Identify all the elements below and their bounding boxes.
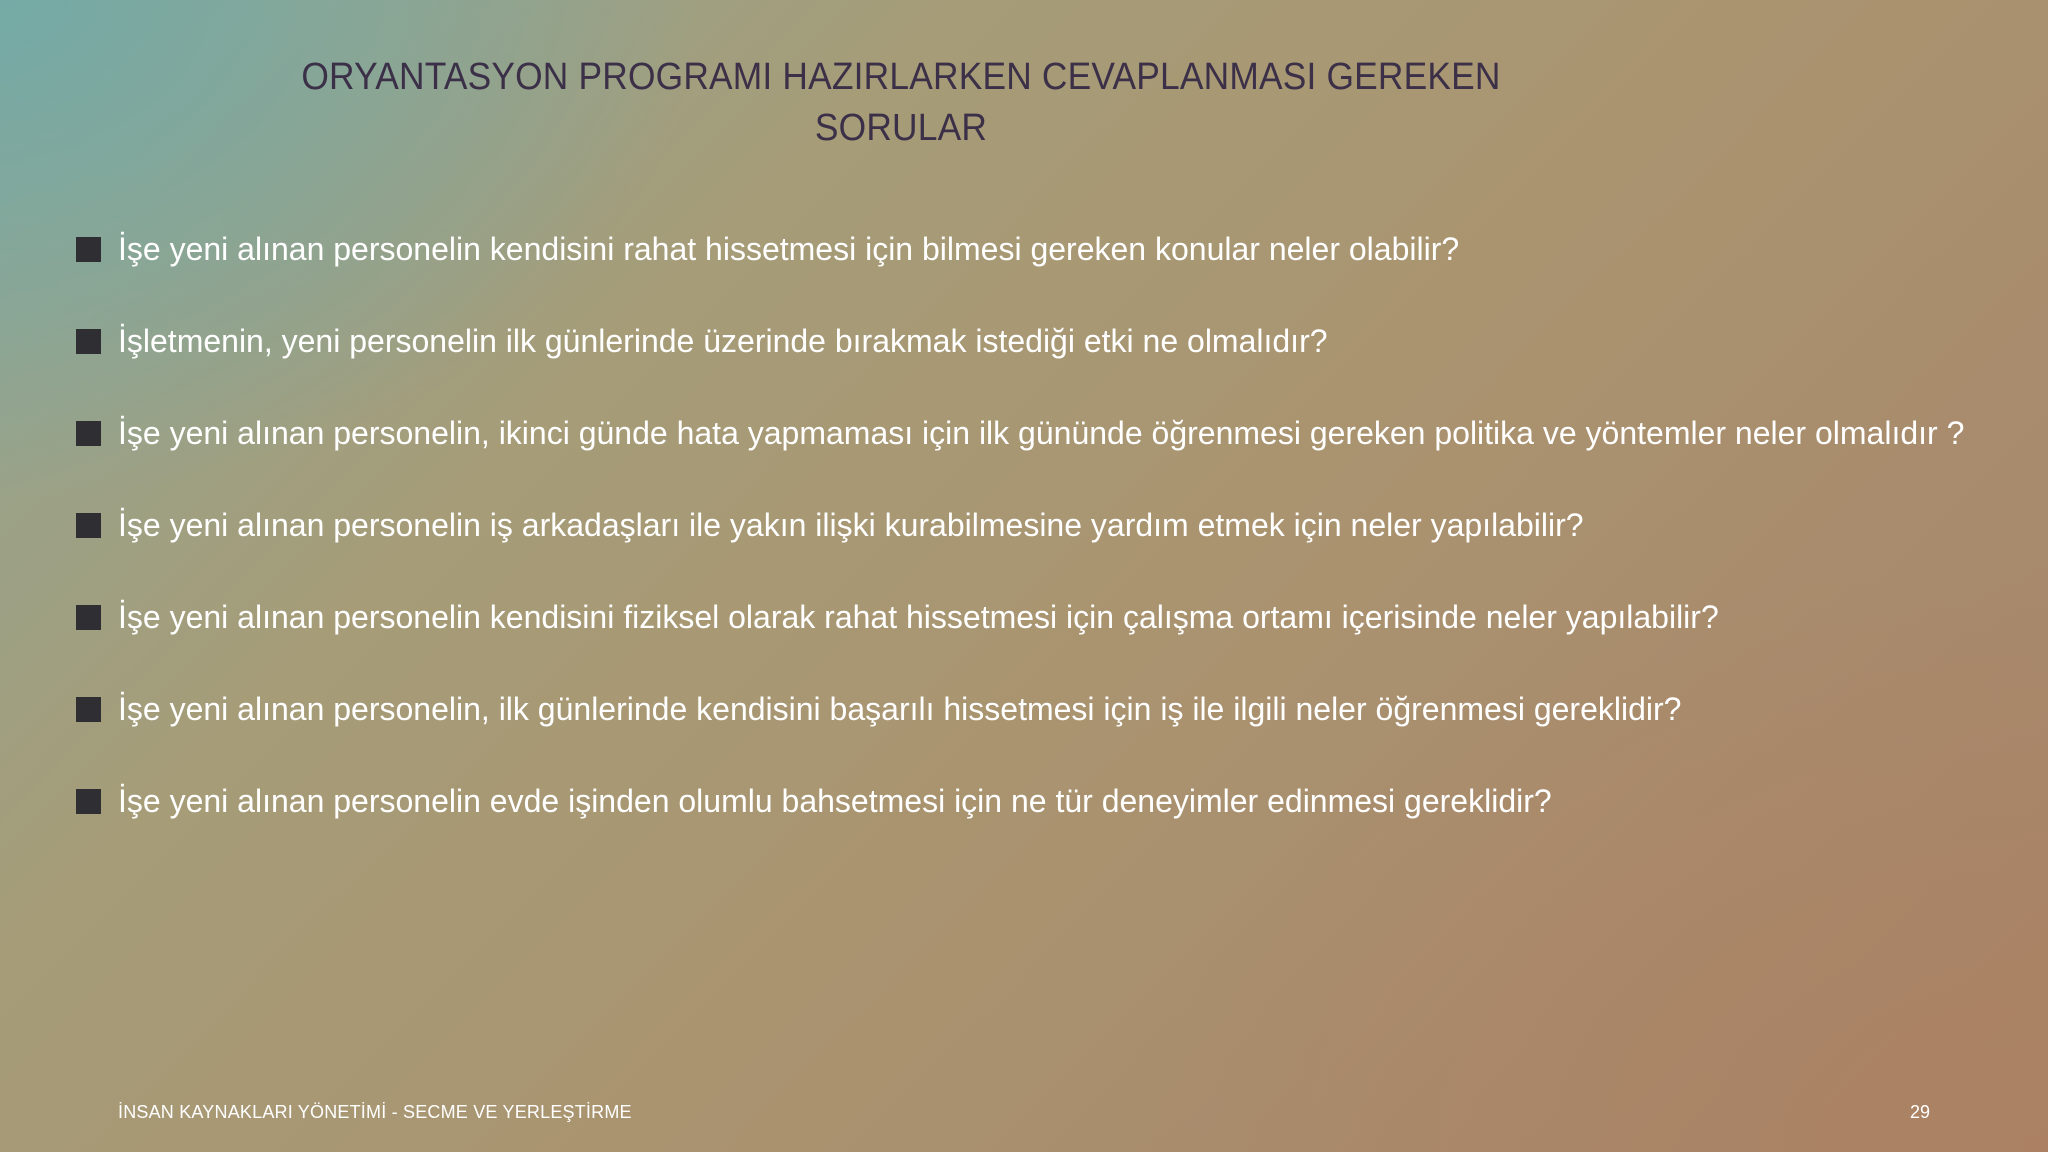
square-bullet-icon xyxy=(76,421,101,446)
page-number: 29 xyxy=(1909,1102,1930,1122)
title-line-1: ORYANTASYON PROGRAMI HAZIRLARKEN CEVAPLANMASI GEREKEN xyxy=(301,56,1501,98)
slide-title xyxy=(250,52,1552,154)
square-bullet-icon xyxy=(76,329,101,354)
bullet-item xyxy=(76,318,1996,364)
title-line-2: SORULAR xyxy=(814,107,988,149)
bullet-text: İşe yeni alınan personelin evde işinden olumlu bahsetmesi için ne tür deneyimler edinmesi gereklidir? xyxy=(118,783,1552,819)
bullet-text: İşe yeni alınan personelin kendisini rahat hissetmesi için bilmesi gereken konular neler olabilir? xyxy=(118,231,1460,267)
square-bullet-icon xyxy=(76,513,101,538)
footer-course-title: İNSAN KAYNAKLARI YÖNETİMİ - SECME VE YERLEŞTİRME xyxy=(118,1102,632,1122)
bullet-item xyxy=(76,778,1996,824)
bullet-item xyxy=(76,502,1996,548)
bullet-text: İşe yeni alınan personelin, ikinci günde hata yapmaması için ilk gününde öğrenmesi gereken politika ve yöntemler neler olmalıdır ? xyxy=(118,415,1965,451)
bullet-item xyxy=(76,226,1996,272)
square-bullet-icon xyxy=(76,605,101,630)
square-bullet-icon xyxy=(76,697,101,722)
bullet-list xyxy=(76,226,1996,870)
bullet-text: İşe yeni alınan personelin kendisini fiziksel olarak rahat hissetmesi için çalışma ortamı içerisinde neler yapılabilir? xyxy=(118,599,1719,635)
bullet-text: İşe yeni alınan personelin iş arkadaşları ile yakın ilişki kurabilmesine yardım etmek için neler yapılabilir? xyxy=(118,507,1584,543)
bullet-item xyxy=(76,686,1996,732)
bullet-text: İşletmenin, yeni personelin ilk günlerinde üzerinde bırakmak istediği etki ne olmalıdır? xyxy=(118,323,1328,359)
square-bullet-icon xyxy=(76,237,101,262)
bullet-item xyxy=(76,594,1996,640)
bullet-text: İşe yeni alınan personelin, ilk günlerinde kendisini başarılı hissetmesi için iş ile ilgili neler öğrenmesi gereklidir? xyxy=(118,691,1682,727)
bullet-item xyxy=(76,410,1996,456)
square-bullet-icon xyxy=(76,789,101,814)
